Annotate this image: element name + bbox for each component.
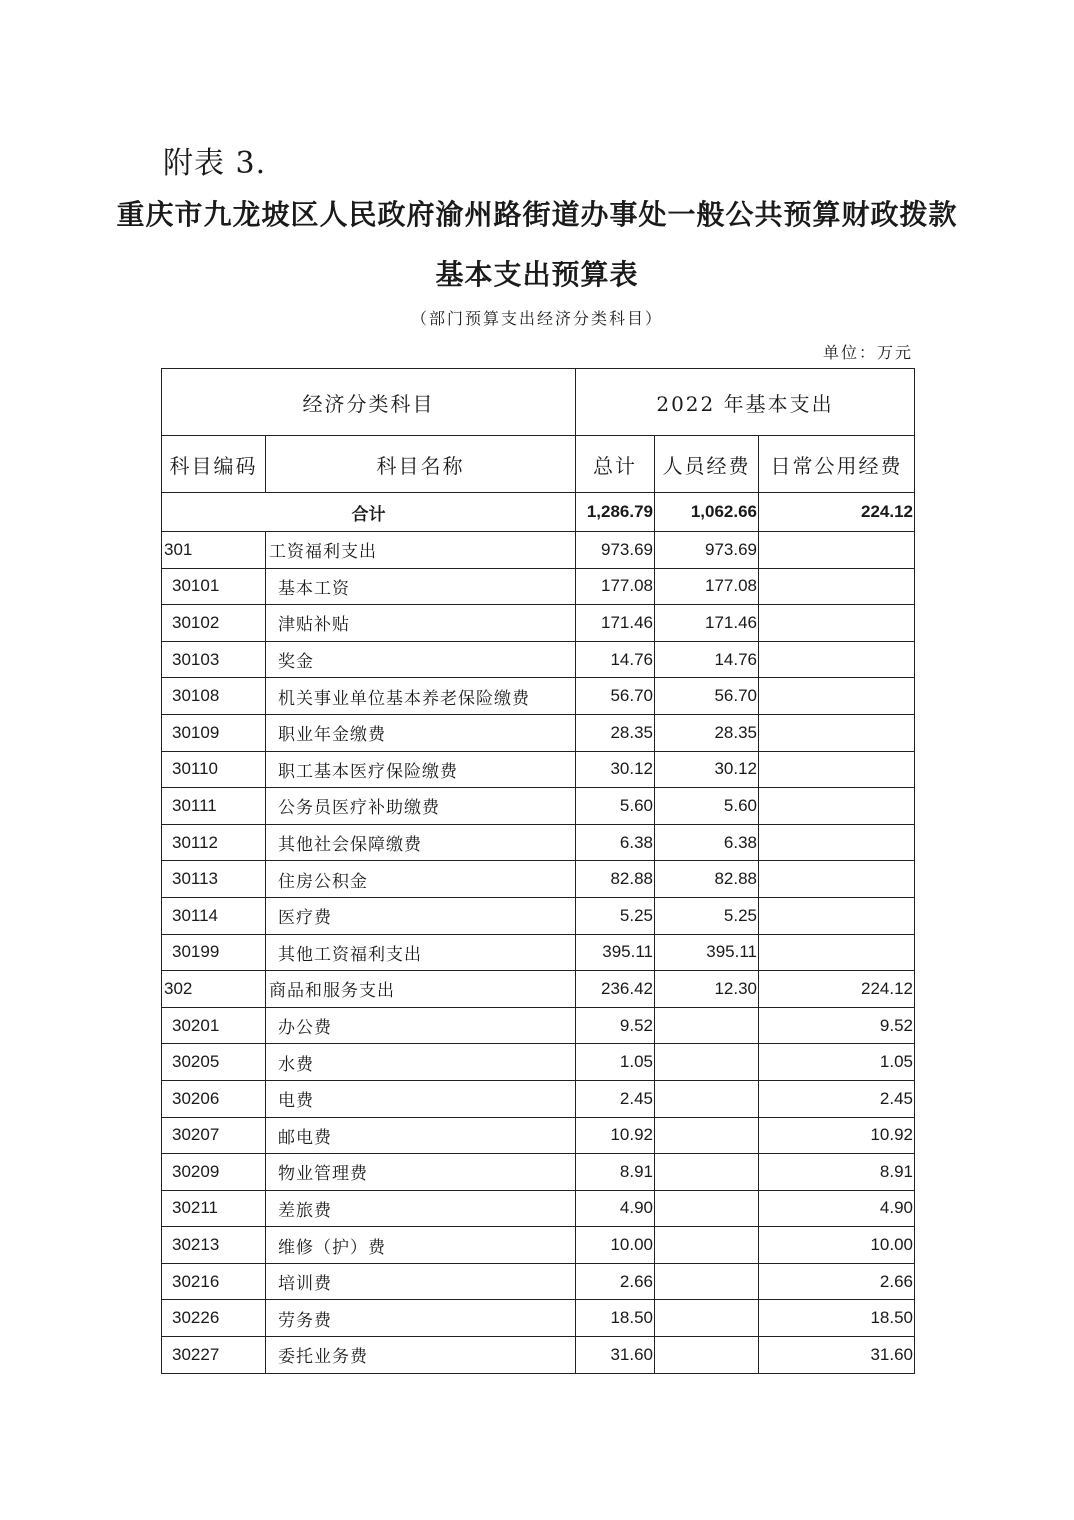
cell-code: 30109 — [162, 714, 266, 751]
cell-total: 30.12 — [576, 751, 655, 788]
cell-personnel: 973.69 — [655, 532, 759, 569]
column-header-name: 科目名称 — [266, 436, 576, 493]
cell-public — [759, 751, 915, 788]
cell-name: 电费 — [266, 1080, 576, 1117]
cell-code: 30108 — [162, 678, 266, 715]
column-header-public: 日常公用经费 — [759, 436, 915, 493]
cell-code: 301 — [162, 532, 266, 569]
cell-personnel: 395.11 — [655, 934, 759, 971]
cell-public — [759, 788, 915, 825]
cell-total: 10.00 — [576, 1227, 655, 1264]
cell-name: 委托业务费 — [266, 1337, 576, 1374]
cell-name: 维修（护）费 — [266, 1227, 576, 1264]
cell-public — [759, 934, 915, 971]
column-header-code: 科目编码 — [162, 436, 266, 493]
cell-personnel: 177.08 — [655, 568, 759, 605]
document-subtitle: （部门预算支出经济分类科目） — [410, 309, 663, 328]
cell-name: 培训费 — [266, 1263, 576, 1300]
column-header-total: 总计 — [576, 436, 655, 493]
cell-total: 9.52 — [576, 1007, 655, 1044]
cell-total: 5.60 — [576, 788, 655, 825]
table-row — [162, 861, 915, 898]
cell-personnel: 171.46 — [655, 605, 759, 642]
cell-code: 30199 — [162, 934, 266, 971]
cell-public: 9.52 — [759, 1007, 915, 1044]
table-row — [162, 897, 915, 934]
cell-total: 28.35 — [576, 714, 655, 751]
cell-name: 其他工资福利支出 — [266, 934, 576, 971]
group-header-year: 2022 年基本支出 — [576, 369, 915, 436]
cell-total: 1.05 — [576, 1044, 655, 1081]
cell-name: 住房公积金 — [266, 861, 576, 898]
cell-public — [759, 568, 915, 605]
table-row — [162, 678, 915, 715]
cell-public — [759, 861, 915, 898]
cell-name: 物业管理费 — [266, 1154, 576, 1191]
cell-personnel: 28.35 — [655, 714, 759, 751]
cell-code: 30206 — [162, 1080, 266, 1117]
cell-total: 14.76 — [576, 641, 655, 678]
cell-personnel — [655, 1263, 759, 1300]
cell-name: 津贴补贴 — [266, 605, 576, 642]
cell-personnel — [655, 1080, 759, 1117]
cell-code: 30111 — [162, 788, 266, 825]
cell-personnel — [655, 1227, 759, 1264]
cell-personnel: 30.12 — [655, 751, 759, 788]
cell-name: 劳务费 — [266, 1300, 576, 1337]
document-title-line1: 重庆市九龙坡区人民政府渝州路街道办事处一般公共预算财政拨款 — [116, 198, 958, 231]
cell-name: 商品和服务支出 — [266, 971, 576, 1008]
table-row — [162, 824, 915, 861]
cell-total: 56.70 — [576, 678, 655, 715]
cell-personnel: 5.60 — [655, 788, 759, 825]
cell-personnel: 12.30 — [655, 971, 759, 1008]
table-row — [162, 751, 915, 788]
cell-total: 2.45 — [576, 1080, 655, 1117]
cell-personnel — [655, 1190, 759, 1227]
cell-name: 差旅费 — [266, 1190, 576, 1227]
cell-code: 30102 — [162, 605, 266, 642]
cell-code: 30207 — [162, 1117, 266, 1154]
table-row — [162, 1007, 915, 1044]
cell-total: 2.66 — [576, 1263, 655, 1300]
table-row — [162, 1044, 915, 1081]
cell-total: 10.92 — [576, 1117, 655, 1154]
cell-personnel — [655, 1300, 759, 1337]
cell-public: 18.50 — [759, 1300, 915, 1337]
cell-total: 177.08 — [576, 568, 655, 605]
cell-code: 30211 — [162, 1190, 266, 1227]
cell-code: 30209 — [162, 1154, 266, 1191]
cell-total: 395.11 — [576, 934, 655, 971]
cell-personnel: 14.76 — [655, 641, 759, 678]
table-row — [162, 1300, 915, 1337]
cell-code: 30226 — [162, 1300, 266, 1337]
cell-total: 18.50 — [576, 1300, 655, 1337]
cell-code: 30103 — [162, 641, 266, 678]
cell-name: 其他社会保障缴费 — [266, 824, 576, 861]
table-row — [162, 971, 915, 1008]
cell-public — [759, 824, 915, 861]
cell-total: 5.25 — [576, 897, 655, 934]
total-public: 224.12 — [759, 493, 915, 532]
table-row — [162, 934, 915, 971]
cell-name: 职业年金缴费 — [266, 714, 576, 751]
table-row — [162, 532, 915, 569]
table-row — [162, 1337, 915, 1374]
cell-public: 8.91 — [759, 1154, 915, 1191]
group-header-row — [162, 369, 915, 436]
cell-total: 973.69 — [576, 532, 655, 569]
column-header-personnel: 人员经费 — [655, 436, 759, 493]
total-personnel: 1,062.66 — [655, 493, 759, 532]
cell-total: 4.90 — [576, 1190, 655, 1227]
table-row — [162, 714, 915, 751]
cell-personnel: 6.38 — [655, 824, 759, 861]
cell-total: 6.38 — [576, 824, 655, 861]
cell-code: 30101 — [162, 568, 266, 605]
total-row — [162, 493, 915, 532]
cell-code: 30216 — [162, 1263, 266, 1300]
cell-code: 30110 — [162, 751, 266, 788]
cell-personnel — [655, 1117, 759, 1154]
table-row — [162, 1117, 915, 1154]
cell-public — [759, 605, 915, 642]
cell-code: 302 — [162, 971, 266, 1008]
cell-public: 10.00 — [759, 1227, 915, 1264]
cell-name: 公务员医疗补助缴费 — [266, 788, 576, 825]
cell-name: 邮电费 — [266, 1117, 576, 1154]
cell-personnel — [655, 1337, 759, 1374]
cell-personnel — [655, 1154, 759, 1191]
table-row — [162, 568, 915, 605]
cell-total: 8.91 — [576, 1154, 655, 1191]
cell-public — [759, 532, 915, 569]
cell-name: 基本工资 — [266, 568, 576, 605]
cell-public: 224.12 — [759, 971, 915, 1008]
cell-code: 30112 — [162, 824, 266, 861]
cell-public: 31.60 — [759, 1337, 915, 1374]
cell-total: 171.46 — [576, 605, 655, 642]
cell-total: 82.88 — [576, 861, 655, 898]
table-body — [162, 532, 915, 1374]
cell-public: 2.45 — [759, 1080, 915, 1117]
cell-name: 医疗费 — [266, 897, 576, 934]
table-row — [162, 605, 915, 642]
cell-public — [759, 897, 915, 934]
cell-public: 4.90 — [759, 1190, 915, 1227]
cell-code: 30114 — [162, 897, 266, 934]
cell-code: 30201 — [162, 1007, 266, 1044]
table-row — [162, 1227, 915, 1264]
table-row — [162, 641, 915, 678]
group-header-classification: 经济分类科目 — [162, 369, 576, 436]
cell-name: 奖金 — [266, 641, 576, 678]
cell-public — [759, 678, 915, 715]
table-row — [162, 1154, 915, 1191]
budget-table — [161, 368, 915, 1374]
column-header-row — [162, 436, 915, 493]
cell-public — [759, 714, 915, 751]
cell-personnel — [655, 1044, 759, 1081]
cell-public: 1.05 — [759, 1044, 915, 1081]
cell-personnel: 5.25 — [655, 897, 759, 934]
cell-public: 10.92 — [759, 1117, 915, 1154]
cell-public: 2.66 — [759, 1263, 915, 1300]
cell-name: 办公费 — [266, 1007, 576, 1044]
table-row — [162, 1263, 915, 1300]
cell-personnel: 82.88 — [655, 861, 759, 898]
table-row — [162, 788, 915, 825]
cell-public — [759, 641, 915, 678]
cell-name: 机关事业单位基本养老保险缴费 — [266, 678, 576, 715]
total-total: 1,286.79 — [576, 493, 655, 532]
annex-label: 附表 3. — [163, 146, 267, 181]
cell-personnel — [655, 1007, 759, 1044]
total-label: 合计 — [162, 493, 576, 532]
cell-name: 职工基本医疗保险缴费 — [266, 751, 576, 788]
cell-name: 工资福利支出 — [266, 532, 576, 569]
unit-label: 单位：万元 — [822, 343, 913, 362]
cell-total: 236.42 — [576, 971, 655, 1008]
cell-code: 30205 — [162, 1044, 266, 1081]
cell-code: 30227 — [162, 1337, 266, 1374]
cell-code: 30213 — [162, 1227, 266, 1264]
cell-name: 水费 — [266, 1044, 576, 1081]
table-row — [162, 1190, 915, 1227]
cell-total: 31.60 — [576, 1337, 655, 1374]
cell-code: 30113 — [162, 861, 266, 898]
document-title-line2: 基本支出预算表 — [435, 258, 639, 291]
table-row — [162, 1080, 915, 1117]
cell-personnel: 56.70 — [655, 678, 759, 715]
